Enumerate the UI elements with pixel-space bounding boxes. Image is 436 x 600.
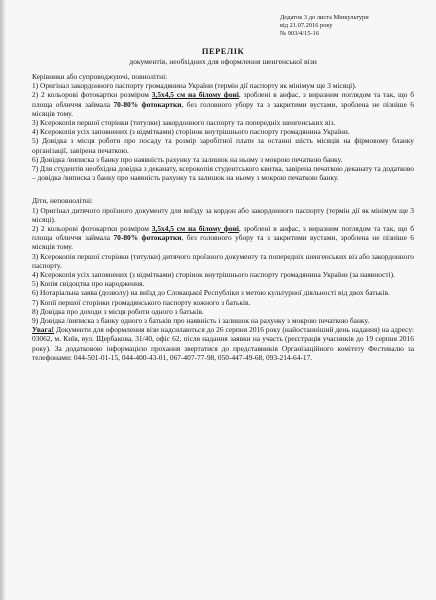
document-subtitle: документів, необхідних для оформлення шенгенської візи xyxy=(129,57,317,66)
children-item-1: 1) Оригінал дитячого проїзного документу для виїзду за кордон або закордонного паспорту (термін дії як мінімум ще 3 місяці). xyxy=(32,205,414,224)
children-item-4: 4) Ксерокопія усіх заповнених (з відмітками) сторінок внутрішнього паспорту громадянина України (за наявності). xyxy=(32,270,395,280)
children-section xyxy=(32,196,414,362)
adults-item-6: 6) Довідка /виписка з банку про наявність рахунку та залишок на ньому з мокрою печаткою банку. xyxy=(32,154,343,164)
adults-item-2-b: , зроблені в анфас, з виразним поглядом та так, що б площа обличчя займала xyxy=(32,90,414,109)
adults-item-7: 7) Для студентів необхідна довідка з деканату, ксерокопія студентського квитка, завірена печаткою деканату та додатково – довідка /виписка з банку про наявність рахунку та залишок на ньому з мокрою печаткою банку. xyxy=(32,164,414,183)
attention-label: Увага! xyxy=(32,325,55,335)
adults-item-1: 1) Оригінал закордонного паспорту громадянина України (термін дії паспорту як мінімум ще 3 місяці). xyxy=(32,81,357,91)
appendix-line-2: від 21.07.2016 року xyxy=(280,22,333,29)
children-item-2-b: , зроблені в анфас, з виразним поглядом та так, що б площа обличчя займала xyxy=(32,224,414,243)
children-item-2-a: 2) 2 кольорові фотокартки розміром xyxy=(32,224,152,234)
document-title: ПЕРЕЛІК xyxy=(201,46,245,56)
children-item-3: 3) Ксерокопія першої сторінки (титулки) дитячого проїзного документу та попередніх шенгенських віз або закордонного паспорту. xyxy=(32,251,414,270)
children-item-7: 7) Копії першої сторінки громадянського паспорту кожного з батьків. xyxy=(32,297,251,307)
children-photo-size: 3,5х4,5 см на білому фоні xyxy=(151,224,239,234)
adults-photo-size: 3,5х4,5 см на білому фоні xyxy=(151,90,239,100)
adults-item-2-a: 2) 2 кольорові фотокартки розміром xyxy=(32,90,152,100)
attention-note xyxy=(32,325,414,362)
adults-photo-percent: 70-80% фотокартки xyxy=(113,99,182,109)
scan-edge-shadow xyxy=(0,0,6,600)
children-photo-percent: 70-80% фотокартки xyxy=(113,233,182,243)
adults-item-2 xyxy=(32,90,414,118)
children-item-6: 6) Нотаріальна заява (дозволу) на виїзд до Словацької Республіки з метою культурної діяльності від двох батьків. xyxy=(32,288,390,298)
children-item-2-c: , без головного убору та з закритими вустами, зроблена не пізніше 6 місяців тому. xyxy=(32,233,415,252)
adults-item-2-c: , без головного убору та з закритими вустами, зроблена не пізніше 6 місяців тому. xyxy=(32,99,415,118)
attention-text: Документи для оформлення візи надсилаються до 26 серпня 2016 року (найостанніший день надання) на адресу: 03062, м. Київ, вул. Щербакова, 31/40, офіс 62, після надання заявки на участь (реєстрація учасників до 19 серпня 2016 року). За додатковою інформацією прохання звертатися до представників Організаційного комітету Фестивалю за телефонами: 044-501-01-15, 044-400-43-01, 067-407-77-98, 050-447-49-68, 093-214-64-17. xyxy=(32,325,414,362)
adults-item-4: 4) Ксерокопія усіх заповнених (з відмітками) сторінок внутрішнього паспорту громадянина України. xyxy=(32,127,350,137)
appendix-line-3: № 903/4/15-16 xyxy=(280,30,319,37)
appendix-note xyxy=(280,14,414,38)
children-item-8: 8) Довідка про доходи з місця роботи одного з батьків. xyxy=(32,306,204,316)
adults-item-5: 5) Довідка з місця роботи про посаду та розмір заробітної плати за останні шість місяців на фірмовому бланку організації, завірена печаткою. xyxy=(32,136,414,155)
children-item-9: 9) Довідка /виписка з банку одного з батьків про наявність і залишок на рахунку з мокрою печаткою банку. xyxy=(32,316,370,326)
adults-section xyxy=(32,72,414,182)
adults-item-3: 3) Ксерокопія першої сторінки (титулки) закордонного паспорту та попередніх шенгенських віз. xyxy=(32,118,336,128)
appendix-line-1: Додаток 3 до листа Мінкультури xyxy=(280,14,369,21)
children-item-2 xyxy=(32,224,414,252)
adults-heading: Керівники або супроводжуючі, повнолітні: xyxy=(32,72,168,81)
children-heading: Діти, неповнолітні: xyxy=(32,196,93,206)
children-item-5: 5) Копія свідоцтва про народження. xyxy=(32,279,145,289)
